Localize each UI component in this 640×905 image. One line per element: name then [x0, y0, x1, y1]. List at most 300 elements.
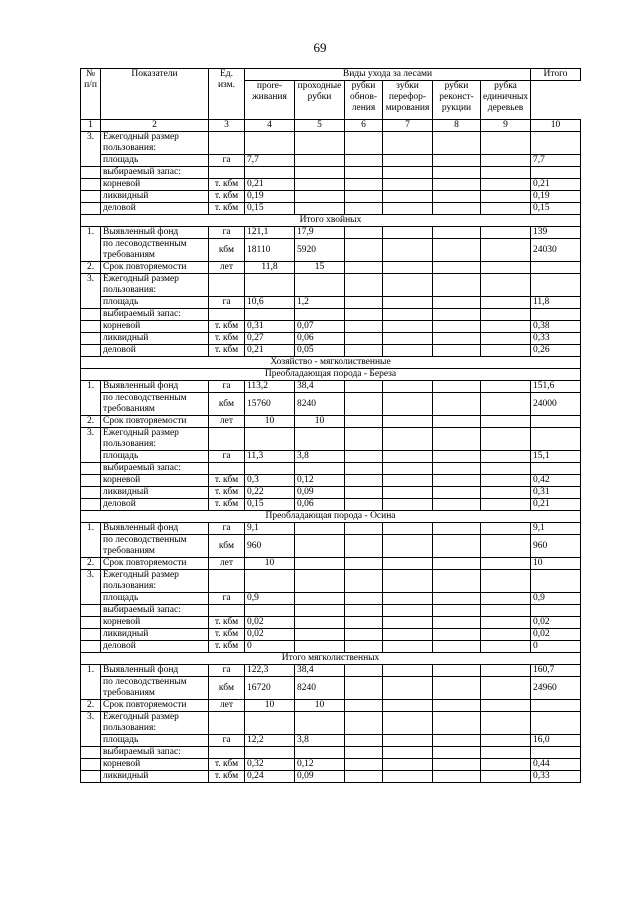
table-row	[81, 629, 581, 641]
table-row	[81, 499, 581, 511]
empty-cell	[481, 677, 531, 700]
table-row	[81, 381, 581, 393]
empty-cell	[481, 535, 531, 558]
row-label: по лесоводственным требованиям	[101, 677, 209, 700]
empty-cell	[481, 475, 531, 487]
cell-thinning: 0,3	[245, 475, 295, 487]
empty-cell	[433, 641, 481, 653]
empty-cell	[433, 274, 481, 297]
row-unit	[209, 167, 245, 179]
cell-thinning: 0,24	[245, 771, 295, 783]
section-row	[81, 215, 581, 227]
empty-cell	[81, 771, 101, 783]
cell-passing: 38,4	[295, 381, 345, 393]
empty-cell	[433, 665, 481, 677]
row-label: ликвидный	[101, 771, 209, 783]
empty-cell	[481, 593, 531, 605]
empty-cell	[433, 239, 481, 262]
cell-thinning	[245, 570, 295, 593]
empty-cell	[345, 428, 383, 451]
cell-thinning: 0,19	[245, 191, 295, 203]
empty-cell	[81, 333, 101, 345]
row-unit: т. кбм	[209, 499, 245, 511]
row-label: деловой	[101, 641, 209, 653]
empty-cell	[81, 321, 101, 333]
empty-cell	[433, 558, 481, 570]
empty-cell	[481, 345, 531, 357]
cell-passing: 0,12	[295, 759, 345, 771]
empty-cell	[433, 535, 481, 558]
cell-total: 0,02	[531, 629, 581, 641]
empty-cell	[481, 499, 531, 511]
empty-cell	[345, 700, 383, 712]
row-label: корневой	[101, 475, 209, 487]
header-row-1	[81, 69, 581, 81]
cell-total: 0,44	[531, 759, 581, 771]
row-number: 1.	[81, 227, 101, 262]
cell-total	[531, 262, 581, 274]
row-unit: т. кбм	[209, 617, 245, 629]
cell-total	[531, 309, 581, 321]
empty-cell	[481, 239, 531, 262]
row-label: корневой	[101, 759, 209, 771]
empty-cell	[345, 475, 383, 487]
empty-cell	[481, 523, 531, 535]
empty-cell	[433, 677, 481, 700]
empty-cell	[345, 333, 383, 345]
empty-cell	[481, 451, 531, 463]
cell-thinning	[245, 167, 295, 179]
empty-cell	[345, 167, 383, 179]
empty-cell	[383, 381, 433, 393]
table-row	[81, 535, 581, 558]
row-unit	[209, 605, 245, 617]
empty-cell	[345, 297, 383, 309]
row-number: 2.	[81, 558, 101, 570]
empty-cell	[433, 191, 481, 203]
empty-cell	[345, 771, 383, 783]
empty-cell	[433, 570, 481, 593]
empty-cell	[345, 451, 383, 463]
row-unit: т. кбм	[209, 759, 245, 771]
row-unit	[209, 309, 245, 321]
empty-cell	[433, 297, 481, 309]
section-title: Итого мягколиственных	[81, 653, 581, 665]
row-label: по лесоводственным требованиям	[101, 239, 209, 262]
row-number: 3.	[81, 274, 101, 309]
empty-cell	[433, 428, 481, 451]
empty-cell	[81, 463, 101, 475]
table-row	[81, 451, 581, 463]
row-label: Срок повторяемости	[101, 700, 209, 712]
cell-passing	[295, 203, 345, 215]
cell-total	[531, 274, 581, 297]
cell-thinning: 10	[245, 416, 295, 428]
empty-cell	[433, 167, 481, 179]
empty-cell	[433, 381, 481, 393]
row-label: Выявленный фонд	[101, 665, 209, 677]
empty-cell	[433, 416, 481, 428]
cell-thinning: 0,9	[245, 593, 295, 605]
cell-passing	[295, 617, 345, 629]
cell-total	[531, 132, 581, 155]
cell-passing	[295, 463, 345, 475]
col-header-single-tree-cuts: рубка единичных деревьев	[481, 81, 531, 120]
cell-total: 24960	[531, 677, 581, 700]
row-unit: га	[209, 593, 245, 605]
cell-thinning: 0,27	[245, 333, 295, 345]
row-unit: т. кбм	[209, 191, 245, 203]
empty-cell	[383, 132, 433, 155]
empty-cell	[481, 381, 531, 393]
cell-thinning: 10	[245, 700, 295, 712]
cell-thinning: 121,1	[245, 227, 295, 239]
cell-total	[531, 712, 581, 735]
row-number: 1.	[81, 523, 101, 558]
row-unit	[209, 712, 245, 735]
table-row	[81, 333, 581, 345]
empty-cell	[345, 274, 383, 297]
row-unit	[209, 570, 245, 593]
empty-cell	[481, 179, 531, 191]
cell-total: 0,9	[531, 593, 581, 605]
page-number: 69	[313, 40, 327, 55]
row-label: Ежегодный размер пользования:	[101, 712, 209, 735]
empty-cell	[433, 617, 481, 629]
cell-thinning	[245, 747, 295, 759]
empty-cell	[481, 274, 531, 297]
empty-cell	[433, 712, 481, 735]
empty-cell	[81, 191, 101, 203]
empty-cell	[433, 759, 481, 771]
row-number: 3.	[81, 132, 101, 167]
empty-cell	[481, 641, 531, 653]
cell-passing	[295, 570, 345, 593]
row-label: Срок повторяемости	[101, 416, 209, 428]
col-header-passing-cuts: проходные рубки	[295, 81, 345, 120]
empty-cell	[433, 451, 481, 463]
cell-total: 9,1	[531, 523, 581, 535]
empty-cell	[383, 759, 433, 771]
row-unit: т. кбм	[209, 475, 245, 487]
empty-cell	[433, 262, 481, 274]
row-label: Срок повторяемости	[101, 262, 209, 274]
cell-total: 0,38	[531, 321, 581, 333]
empty-cell	[433, 203, 481, 215]
table-row	[81, 463, 581, 475]
cell-total	[531, 570, 581, 593]
table-row	[81, 416, 581, 428]
cell-total: 0,02	[531, 617, 581, 629]
col-number: 1	[81, 120, 101, 132]
col-number: 4	[245, 120, 295, 132]
empty-cell	[481, 712, 531, 735]
section-title: Хозяйство - мягколиственные	[81, 357, 581, 369]
row-label: по лесоводственным требованиям	[101, 393, 209, 416]
row-label: ликвидный	[101, 487, 209, 499]
cell-total: 0,42	[531, 475, 581, 487]
empty-cell	[345, 179, 383, 191]
row-label: ликвидный	[101, 191, 209, 203]
cell-total: 11,8	[531, 297, 581, 309]
table-row	[81, 274, 581, 297]
row-label: Ежегодный размер пользования:	[101, 132, 209, 155]
empty-cell	[383, 535, 433, 558]
table-row	[81, 665, 581, 677]
row-label: выбираемый запас:	[101, 167, 209, 179]
cell-thinning: 0,02	[245, 629, 295, 641]
cell-passing	[295, 428, 345, 451]
cell-passing	[295, 629, 345, 641]
cell-passing: 0,12	[295, 475, 345, 487]
cell-passing	[295, 309, 345, 321]
empty-cell	[383, 475, 433, 487]
table-row	[81, 700, 581, 712]
empty-cell	[481, 203, 531, 215]
empty-cell	[345, 393, 383, 416]
empty-cell	[345, 203, 383, 215]
table-row	[81, 203, 581, 215]
row-label: площадь	[101, 735, 209, 747]
empty-cell	[383, 593, 433, 605]
cell-passing: 0,05	[295, 345, 345, 357]
cell-passing	[295, 155, 345, 167]
cell-passing: 0,07	[295, 321, 345, 333]
row-number: 1.	[81, 381, 101, 416]
empty-cell	[81, 747, 101, 759]
row-unit: лет	[209, 262, 245, 274]
empty-cell	[81, 605, 101, 617]
empty-cell	[481, 735, 531, 747]
empty-cell	[481, 321, 531, 333]
empty-cell	[383, 345, 433, 357]
row-label: Ежегодный размер пользования:	[101, 274, 209, 297]
cell-total: 15,1	[531, 451, 581, 463]
empty-cell	[345, 345, 383, 357]
empty-cell	[433, 463, 481, 475]
empty-cell	[433, 771, 481, 783]
empty-cell	[345, 712, 383, 735]
cell-total: 10	[531, 558, 581, 570]
empty-cell	[383, 393, 433, 416]
empty-cell	[383, 605, 433, 617]
section-title: Преобладающая порода - Осина	[81, 511, 581, 523]
empty-cell	[345, 570, 383, 593]
cell-passing: 1,2	[295, 297, 345, 309]
empty-cell	[481, 167, 531, 179]
row-unit	[209, 274, 245, 297]
empty-cell	[383, 274, 433, 297]
empty-cell	[433, 499, 481, 511]
cell-total: 160,7	[531, 665, 581, 677]
empty-cell	[383, 321, 433, 333]
cell-passing: 0,06	[295, 499, 345, 511]
empty-cell	[383, 203, 433, 215]
empty-cell	[433, 132, 481, 155]
cell-passing: 17,9	[295, 227, 345, 239]
cell-total: 151,6	[531, 381, 581, 393]
empty-cell	[481, 393, 531, 416]
col-number: 9	[481, 120, 531, 132]
row-unit: кбм	[209, 239, 245, 262]
row-label: выбираемый запас:	[101, 747, 209, 759]
row-unit: лет	[209, 558, 245, 570]
empty-cell	[81, 617, 101, 629]
col-header-indicators: Показатели	[101, 69, 209, 120]
cell-thinning: 0,31	[245, 321, 295, 333]
empty-cell	[383, 191, 433, 203]
empty-cell	[81, 487, 101, 499]
empty-cell	[481, 155, 531, 167]
col-header-unit: Ед. изм.	[209, 69, 245, 120]
section-row	[81, 369, 581, 381]
empty-cell	[433, 593, 481, 605]
empty-cell	[383, 416, 433, 428]
col-number: 6	[345, 120, 383, 132]
cell-passing: 10	[295, 416, 345, 428]
empty-cell	[383, 771, 433, 783]
row-unit: т. кбм	[209, 629, 245, 641]
cell-thinning: 0,32	[245, 759, 295, 771]
table-row	[81, 558, 581, 570]
empty-cell	[383, 487, 433, 499]
row-unit: га	[209, 735, 245, 747]
empty-cell	[383, 463, 433, 475]
table-row	[81, 155, 581, 167]
empty-cell	[345, 309, 383, 321]
cell-thinning: 0,15	[245, 499, 295, 511]
col-number: 7	[383, 120, 433, 132]
table-row	[81, 393, 581, 416]
empty-cell	[383, 712, 433, 735]
empty-cell	[433, 333, 481, 345]
empty-cell	[345, 535, 383, 558]
empty-cell	[81, 641, 101, 653]
row-label: Ежегодный размер пользования:	[101, 428, 209, 451]
empty-cell	[345, 558, 383, 570]
cell-thinning: 0	[245, 641, 295, 653]
cell-thinning	[245, 605, 295, 617]
table-row	[81, 593, 581, 605]
row-unit: т. кбм	[209, 345, 245, 357]
cell-thinning: 122,3	[245, 665, 295, 677]
empty-cell	[481, 416, 531, 428]
empty-cell	[433, 735, 481, 747]
cell-passing	[295, 593, 345, 605]
empty-cell	[433, 475, 481, 487]
cell-thinning: 10,6	[245, 297, 295, 309]
empty-cell	[481, 558, 531, 570]
cell-thinning: 0,21	[245, 179, 295, 191]
empty-cell	[433, 700, 481, 712]
table-row	[81, 167, 581, 179]
empty-cell	[81, 179, 101, 191]
empty-cell	[383, 428, 433, 451]
row-label: Ежегодный размер пользования:	[101, 570, 209, 593]
table-row	[81, 309, 581, 321]
empty-cell	[481, 309, 531, 321]
empty-cell	[383, 747, 433, 759]
cell-passing: 8240	[295, 393, 345, 416]
cell-passing	[295, 558, 345, 570]
cell-passing: 38,4	[295, 665, 345, 677]
col-header-renewal-cuts: рубки обнов- ления	[345, 81, 383, 120]
cell-passing: 0,09	[295, 771, 345, 783]
empty-cell	[433, 309, 481, 321]
row-unit	[209, 132, 245, 155]
cell-passing: 0,09	[295, 487, 345, 499]
cell-thinning: 0,15	[245, 203, 295, 215]
cell-total: 0,21	[531, 179, 581, 191]
table-row	[81, 523, 581, 535]
empty-cell	[481, 629, 531, 641]
cell-passing	[295, 605, 345, 617]
empty-cell	[345, 747, 383, 759]
empty-cell	[345, 641, 383, 653]
cell-total: 0,31	[531, 487, 581, 499]
empty-cell	[383, 239, 433, 262]
table-row	[81, 617, 581, 629]
col-header-num: № п/п	[81, 69, 101, 120]
table-row	[81, 321, 581, 333]
empty-cell	[383, 333, 433, 345]
empty-cell	[383, 499, 433, 511]
row-unit: т. кбм	[209, 771, 245, 783]
cell-passing	[295, 274, 345, 297]
empty-cell	[433, 321, 481, 333]
empty-cell	[481, 262, 531, 274]
row-label: площадь	[101, 297, 209, 309]
row-label: деловой	[101, 203, 209, 215]
row-label: ликвидный	[101, 629, 209, 641]
row-label: деловой	[101, 499, 209, 511]
empty-cell	[345, 665, 383, 677]
row-label: выбираемый запас:	[101, 605, 209, 617]
row-unit: кбм	[209, 535, 245, 558]
empty-cell	[433, 747, 481, 759]
empty-cell	[345, 463, 383, 475]
empty-cell	[481, 463, 531, 475]
empty-cell	[433, 155, 481, 167]
empty-cell	[383, 700, 433, 712]
empty-cell	[383, 617, 433, 629]
cell-thinning: 9,1	[245, 523, 295, 535]
empty-cell	[383, 155, 433, 167]
row-number: 2.	[81, 416, 101, 428]
row-label: площадь	[101, 155, 209, 167]
empty-cell	[383, 665, 433, 677]
empty-cell	[481, 771, 531, 783]
cell-thinning	[245, 428, 295, 451]
cell-total	[531, 167, 581, 179]
empty-cell	[481, 759, 531, 771]
row-number: 2.	[81, 700, 101, 712]
row-unit: т. кбм	[209, 203, 245, 215]
table-row	[81, 475, 581, 487]
cell-total	[531, 605, 581, 617]
empty-cell	[433, 227, 481, 239]
empty-cell	[345, 605, 383, 617]
empty-cell	[481, 665, 531, 677]
row-label: площадь	[101, 451, 209, 463]
table-row	[81, 345, 581, 357]
empty-cell	[81, 475, 101, 487]
empty-cell	[81, 759, 101, 771]
empty-cell	[433, 393, 481, 416]
row-unit: т. кбм	[209, 179, 245, 191]
empty-cell	[383, 227, 433, 239]
table-row	[81, 227, 581, 239]
